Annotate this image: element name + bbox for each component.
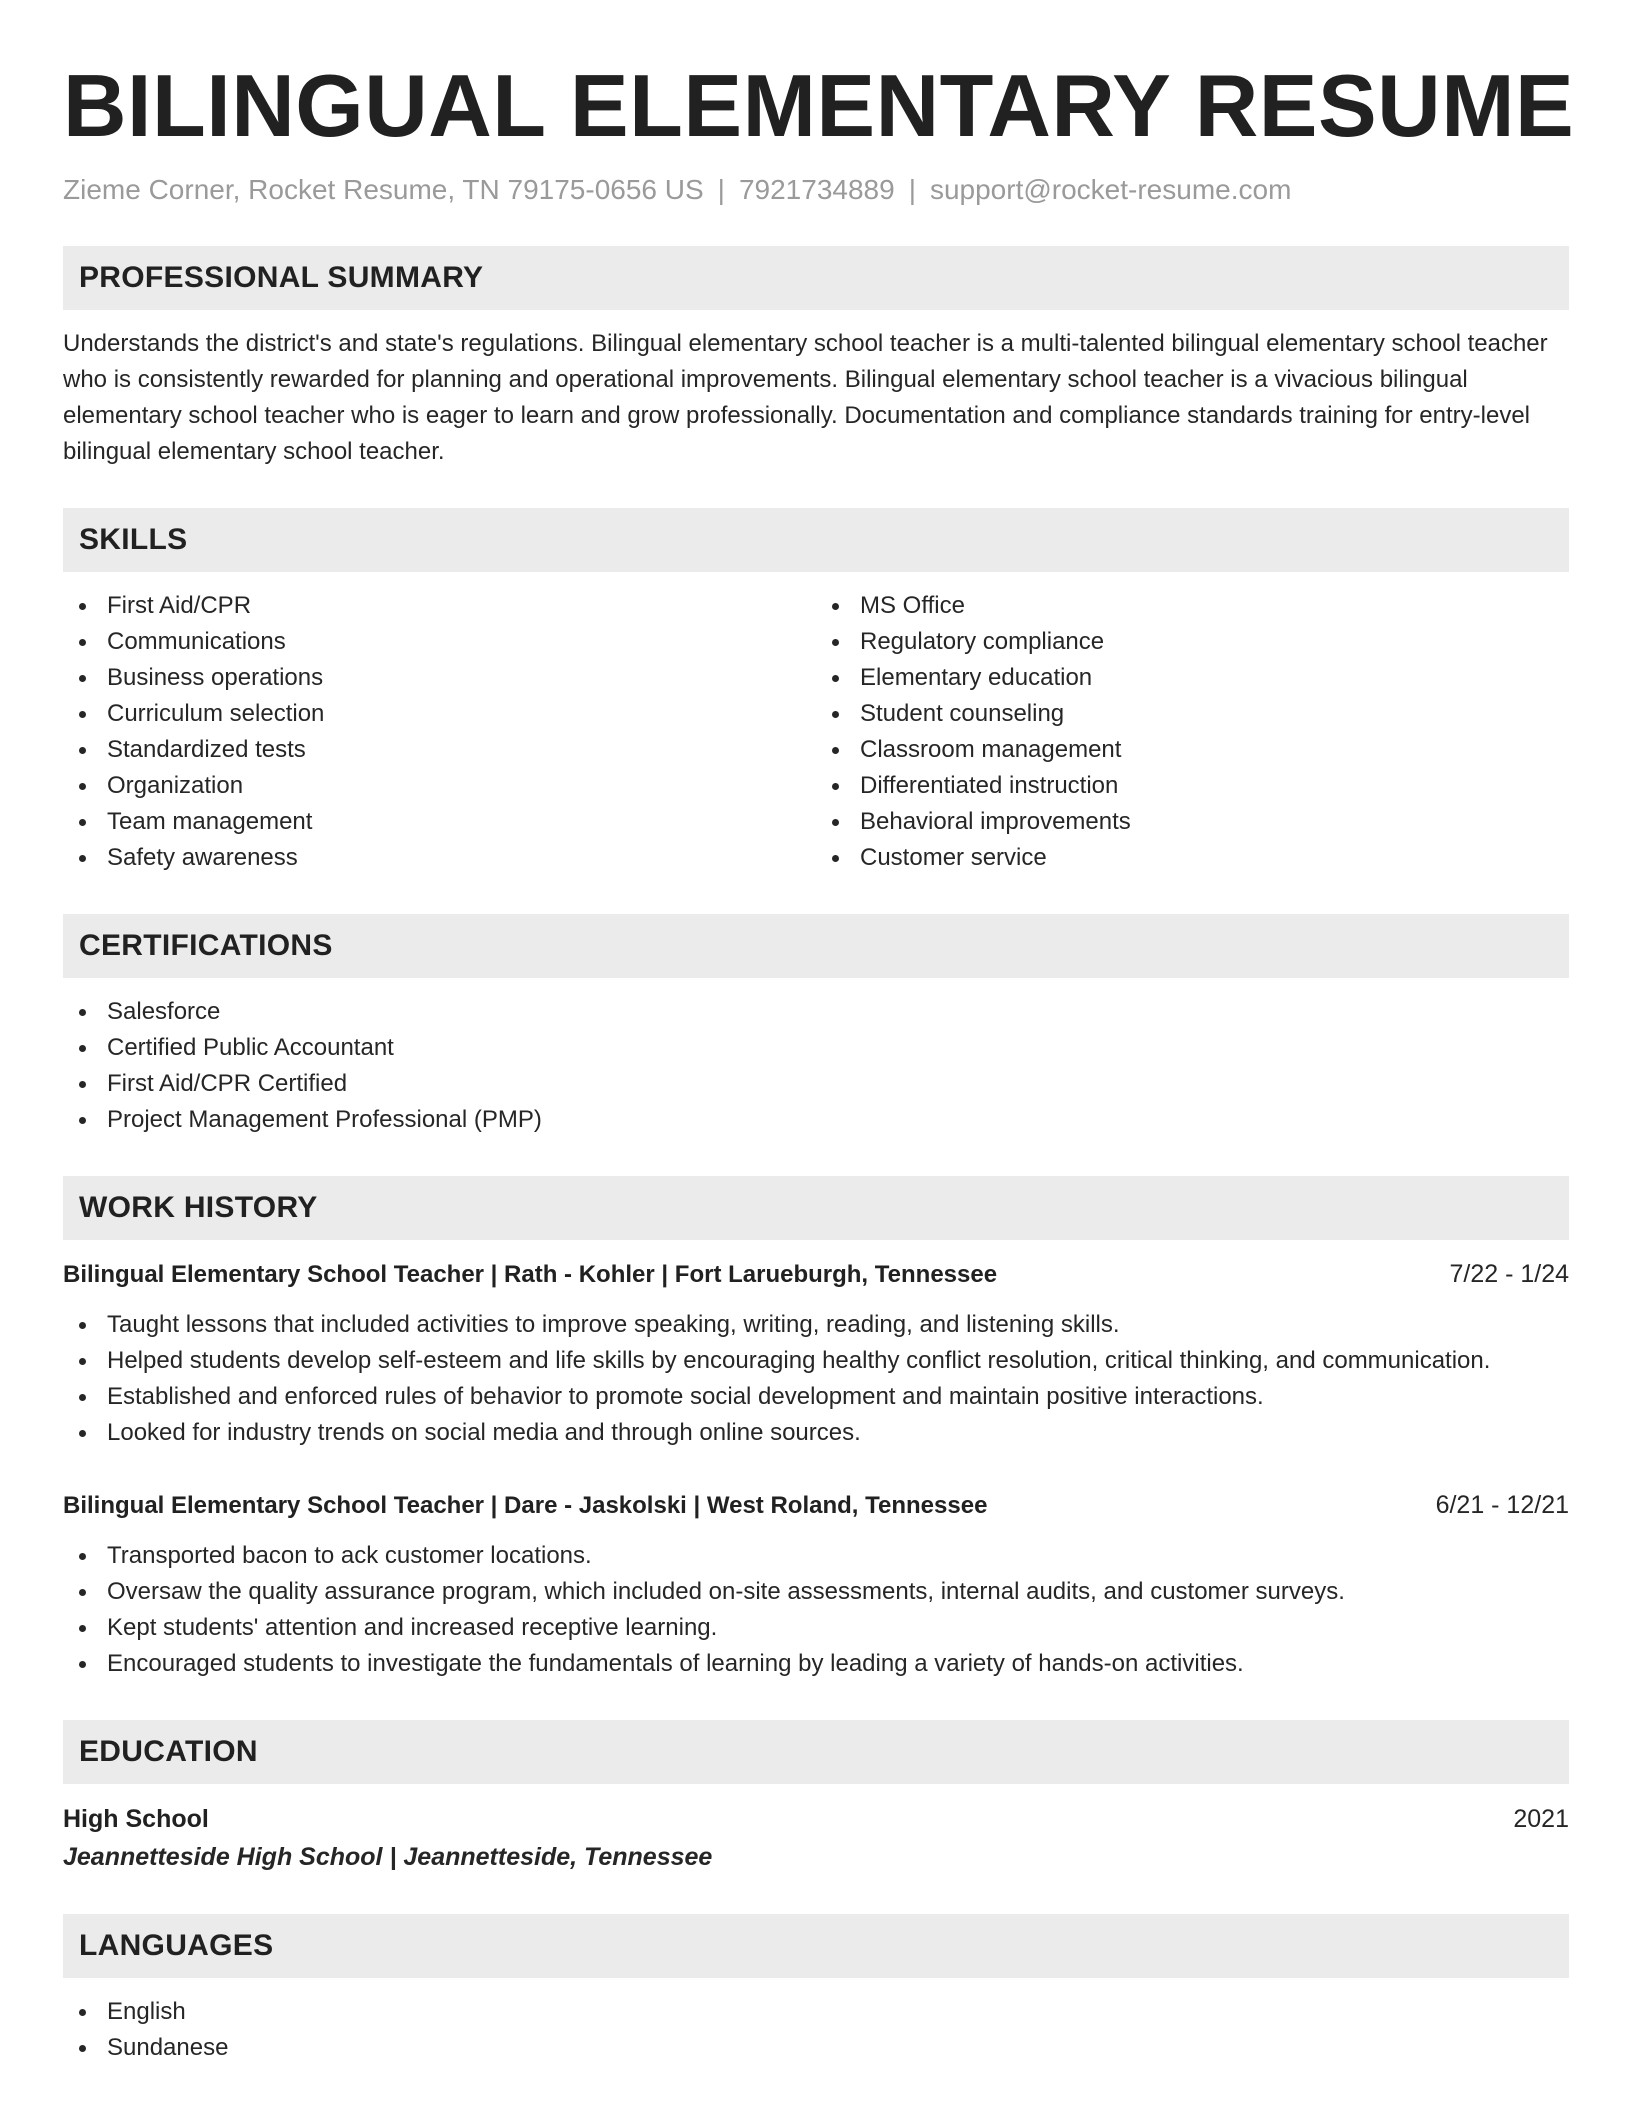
job-duty: Helped students develop self-esteem and life skills by encouraging healthy conflict resolution, critical thinking, and communication. — [63, 1343, 1569, 1379]
section-languages — [63, 1914, 1569, 2066]
skill-item: Regulatory compliance — [816, 624, 1569, 660]
resume-title: BILINGUAL ELEMENTARY RESUME — [63, 56, 1575, 155]
job-duty: Looked for industry trends on social media and through online sources. — [63, 1415, 1569, 1451]
section-title: LANGUAGES — [79, 1929, 274, 1962]
languages-list — [63, 1994, 1569, 2066]
job-duty: Kept students' attention and increased receptive learning. — [63, 1610, 1569, 1646]
job-dates: 6/21 - 12/21 — [1435, 1491, 1569, 1519]
summary-text: Understands the district's and state's regulations. Bilingual elementary school teacher is a multi-talented bilingual elementary school teacher who is consistently rewarded for planning and operational improvements. Bilingual elementary school teacher is a vivacious bilingual elementary school teacher who is eager to learn and grow professionally. Documentation and compliance standards training for entry-level bilingual elementary school teacher. — [63, 330, 1548, 465]
language-item: English — [63, 1994, 1569, 2030]
certification-item: First Aid/CPR Certified — [63, 1066, 1569, 1102]
skill-item: Curriculum selection — [63, 696, 816, 732]
job-duty: Transported bacon to ack customer locations. — [63, 1538, 1569, 1574]
skill-item: Elementary education — [816, 660, 1569, 696]
language-item: Sundanese — [63, 2030, 1569, 2066]
contact-phone: 7921734889 — [738, 174, 895, 205]
skill-item: Behavioral improvements — [816, 804, 1569, 840]
section-skills — [63, 508, 1569, 876]
education-degree: High School — [63, 1805, 209, 1833]
skill-item: Customer service — [816, 840, 1569, 876]
section-header — [63, 914, 1569, 978]
job-header — [63, 1487, 1569, 1524]
job-dates: 7/22 - 1/24 — [1449, 1260, 1569, 1288]
section-header — [63, 1720, 1569, 1784]
skill-item: Classroom management — [816, 732, 1569, 768]
skill-item: Safety awareness — [63, 840, 816, 876]
section-header — [63, 246, 1569, 310]
section-work-history — [63, 1176, 1569, 1682]
job-header — [63, 1256, 1569, 1293]
job-title: Bilingual Elementary School Teacher | Dare - Jaskolski | West Roland, Tennessee — [63, 1492, 988, 1519]
skills-list-left — [63, 588, 816, 876]
contact-email: support@rocket-resume.com — [929, 174, 1292, 205]
job-duties-list — [63, 1538, 1569, 1682]
job-duty: Taught lessons that included activities to improve speaking, writing, reading, and listening skills. — [63, 1307, 1569, 1343]
section-header — [63, 1176, 1569, 1240]
skill-item: Organization — [63, 768, 816, 804]
section-header — [63, 508, 1569, 572]
job-duty: Encouraged students to investigate the fundamentals of learning by leading a variety of hands-on activities. — [63, 1646, 1569, 1682]
section-title: PROFESSIONAL SUMMARY — [79, 261, 484, 294]
certification-item: Certified Public Accountant — [63, 1030, 1569, 1066]
certifications-list — [63, 994, 1569, 1138]
section-education — [63, 1720, 1569, 1876]
contact-address: Zieme Corner, Rocket Resume, TN 79175-0656 US — [63, 174, 704, 205]
job-entry — [63, 1256, 1569, 1451]
job-duties-list — [63, 1307, 1569, 1451]
education-header — [63, 1800, 1569, 1838]
skills-columns — [63, 572, 1569, 876]
contact-separator: | — [717, 174, 725, 205]
job-title: Bilingual Elementary School Teacher | Rath - Kohler | Fort Larueburgh, Tennessee — [63, 1261, 998, 1288]
education-entry — [63, 1800, 1569, 1876]
skill-item: Differentiated instruction — [816, 768, 1569, 804]
certification-item: Salesforce — [63, 994, 1569, 1030]
section-title: WORK HISTORY — [79, 1191, 318, 1224]
section-title: CERTIFICATIONS — [79, 929, 333, 962]
section-title: SKILLS — [79, 523, 188, 556]
education-year: 2021 — [1513, 1805, 1569, 1833]
education-school: Jeannetteside High School | Jeannetteside, Tennessee — [63, 1843, 713, 1871]
section-header — [63, 1914, 1569, 1978]
skills-list-right — [816, 588, 1569, 876]
job-duty: Established and enforced rules of behavior to promote social development and maintain positive interactions. — [63, 1379, 1569, 1415]
skill-item: First Aid/CPR — [63, 588, 816, 624]
skill-item: Team management — [63, 804, 816, 840]
section-certifications — [63, 914, 1569, 1138]
skill-item: Business operations — [63, 660, 816, 696]
job-duty: Oversaw the quality assurance program, which included on-site assessments, internal audits, and customer surveys. — [63, 1574, 1569, 1610]
job-entry — [63, 1487, 1569, 1682]
section-professional-summary — [63, 246, 1569, 470]
contact-separator: | — [908, 174, 916, 205]
section-title: EDUCATION — [79, 1735, 258, 1768]
skill-item: Communications — [63, 624, 816, 660]
contact-line — [63, 172, 1569, 208]
skill-item: MS Office — [816, 588, 1569, 624]
certification-item: Project Management Professional (PMP) — [63, 1102, 1569, 1138]
skill-item: Student counseling — [816, 696, 1569, 732]
skill-item: Standardized tests — [63, 732, 816, 768]
